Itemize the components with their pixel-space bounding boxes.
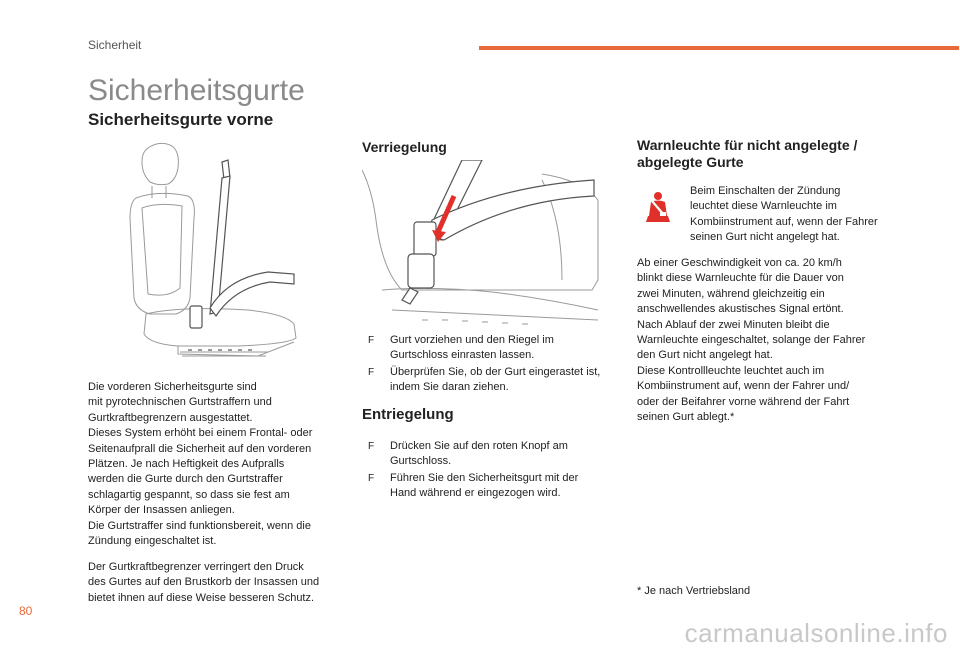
text-line: Hand während er eingezogen wird. [390, 487, 561, 500]
seatbelt-warning-icon [640, 190, 676, 226]
text-line: leuchtet diese Warnleuchte im [690, 200, 837, 213]
text-line: oder der Beifahrer vorne während der Fahrt [637, 395, 850, 408]
text-line: Warnleuchte eingeschaltet, solange der Fahrer [637, 334, 866, 347]
footnote: * Je nach Vertriebsland [637, 585, 751, 597]
text-line: Die vorderen Sicherheitsgurte sind [88, 381, 257, 393]
text-line: Diese Kontrollleuchte leuchtet auch im [637, 364, 825, 377]
text-line: Dieses System erhöht bei einem Frontal- oder [88, 427, 313, 440]
page-title: Sicherheitsgurte [88, 74, 305, 107]
text-line: Gurt vorziehen und den Riegel im [390, 334, 554, 346]
text-line: Plätzen. Je nach Heftigkeit des Aufpralls [88, 458, 285, 471]
text-line: seinen Gurt ablegt.* [637, 411, 735, 424]
text-line: indem Sie daran ziehen. [390, 381, 509, 394]
warning-light-behavior [637, 256, 907, 425]
text-line: werden die Gurte durch den Gurtstraffer [88, 473, 283, 486]
bullet-icon: F [368, 366, 375, 378]
text-line: seinen Gurt nicht angelegt hat. [690, 231, 840, 244]
unlocking-heading: Entriegelung [362, 406, 454, 423]
text-line: zwei Minuten, während gleichzeitig ein [637, 287, 825, 300]
list-item [368, 333, 618, 364]
section-label: Sicherheit [88, 38, 142, 52]
text-line: Gurtkraftbegrenzern ausgestattet. [88, 411, 253, 424]
pretensioner-description [88, 380, 348, 549]
text-line: Der Gurtkraftbegrenzer verringert den Druck [88, 561, 304, 573]
heading-line: Warnleuchte für nicht angelegte / [637, 137, 858, 153]
bullet-icon: F [368, 441, 375, 452]
text-line: Körper der Insassen anliegen. [88, 504, 235, 517]
text-line: den Gurt nicht angelegt hat. [637, 349, 773, 362]
list-item [368, 365, 618, 396]
bullet-icon: F [368, 335, 375, 346]
page-subtitle: Sicherheitsgurte vorne [88, 110, 274, 129]
text-line: Kombiinstrument auf, wenn der Fahrer und/ [637, 380, 850, 393]
buckle-locking-illustration [362, 160, 602, 330]
text-line: Überprüfen Sie, ob der Gurt eingerastet ist, [390, 365, 601, 378]
list-item [368, 471, 618, 502]
text-line: Beim Einschalten der Zündung [690, 185, 841, 197]
text-line: Die Gurtstraffer sind funktionsbereit, wenn die [88, 519, 311, 532]
text-line: blinkt diese Warnleuchte für die Dauer von [637, 272, 844, 285]
watermark: carmanualsonline.info [684, 618, 948, 648]
accent-bar [479, 46, 959, 50]
text-line: Nach Ablauf der zwei Minuten bleibt die [637, 318, 830, 331]
text-line: Führen Sie den Sicherheitsgurt mit der [390, 471, 579, 484]
text-line: schlagartig gespannt, so dass sie fest am [88, 488, 290, 501]
text-line: Drücken Sie auf den roten Knopf am [390, 440, 568, 452]
unlocking-steps [368, 439, 618, 503]
list-item [368, 439, 618, 470]
locking-heading: Verriegelung [362, 139, 447, 155]
warning-icon-description [690, 184, 900, 246]
text-line: Gurtschloss einrasten lassen. [390, 349, 535, 362]
force-limiter-description [88, 560, 348, 606]
text-line: anschwellendes akustisches Signal ertönt. [637, 303, 844, 316]
warning-light-heading [637, 137, 857, 171]
text-line: des Gurtes auf den Brustkorb der Insassen und [88, 576, 320, 589]
text-line: Kombiinstrument auf, wenn der Fahrer [690, 215, 878, 228]
text-line: Seitenaufprall die Sicherheit auf den vorderen [88, 442, 312, 455]
heading-line: abgelegte Gurte [637, 154, 744, 170]
text-line: Zündung eingeschaltet ist. [88, 535, 217, 548]
text-line: bietet ihnen auf diese Weise besseren Schutz. [88, 591, 315, 604]
text-line: Gurtschloss. [390, 455, 452, 468]
page-number: 80 [19, 604, 33, 618]
seat-with-belt-illustration [118, 138, 318, 360]
locking-steps [368, 333, 618, 397]
text-line: mit pyrotechnischen Gurtstraffern und [88, 396, 272, 409]
bullet-icon: F [368, 472, 375, 484]
text-line: Ab einer Geschwindigkeit von ca. 20 km/h [637, 257, 842, 269]
